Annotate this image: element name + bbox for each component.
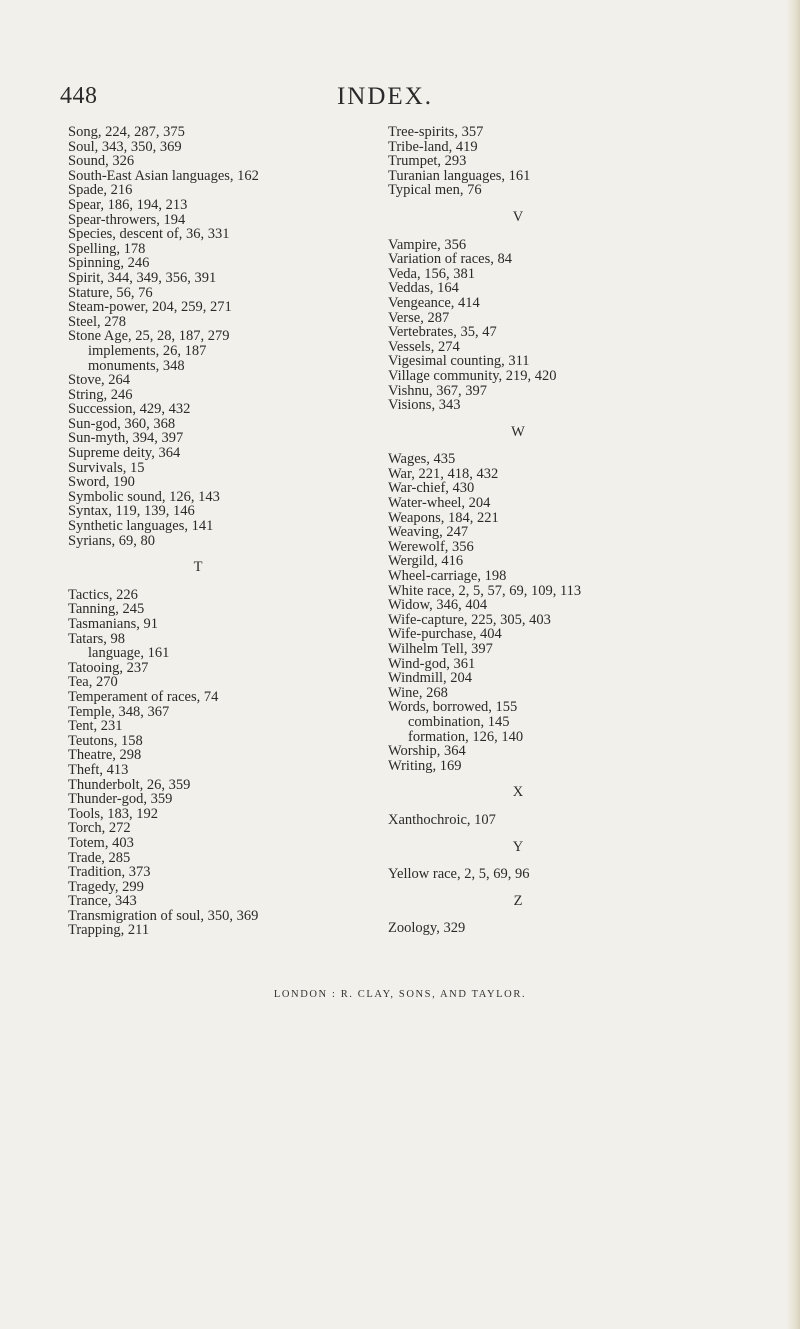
index-entry: Tasmanians, 91 bbox=[68, 616, 158, 632]
index-entry: String, 246 bbox=[68, 386, 133, 403]
index-entry: Symbolic sound, 126, 143 bbox=[68, 488, 220, 505]
section-letter: W bbox=[511, 423, 525, 440]
index-entry: Verse, 287 bbox=[388, 309, 450, 326]
index-entry: Spear, 186, 194, 213 bbox=[68, 196, 188, 213]
index-entry: Tragedy, 299 bbox=[68, 878, 144, 895]
index-entry: Totem, 403 bbox=[68, 834, 134, 851]
index-entry: Tanning, 245 bbox=[68, 601, 145, 618]
page-edge bbox=[786, 0, 800, 1329]
index-entry: Variation of races, 84 bbox=[388, 251, 513, 268]
printer-imprint: LONDON : R. CLAY, SONS, AND TAYLOR. bbox=[273, 989, 527, 1000]
index-column-left bbox=[68, 125, 398, 938]
index-entry: Thunder-god, 359 bbox=[68, 791, 173, 808]
index-entry: Wergild, 416 bbox=[388, 553, 464, 570]
section-letter: Y bbox=[512, 838, 524, 855]
index-entry: Transmigration of soul, 350, 369 bbox=[68, 907, 259, 924]
index-entry: Wilhelm Tell, 397 bbox=[388, 641, 493, 657]
index-entry: Zoology, 329 bbox=[388, 920, 466, 937]
index-entry: Tatars, 98 bbox=[68, 630, 125, 647]
index-entry: Werewolf, 356 bbox=[388, 538, 474, 555]
index-entry: Sun-myth, 394, 397 bbox=[68, 430, 184, 447]
index-entry: Tradition, 373 bbox=[68, 864, 151, 881]
index-entry: Vishnu, 367, 397 bbox=[388, 382, 488, 399]
index-entry: Steam-power, 204, 259, 271 bbox=[68, 299, 232, 316]
index-entry: Wheel-carriage, 198 bbox=[388, 568, 507, 585]
index-entry: Stove, 264 bbox=[68, 372, 131, 389]
index-entry: White race, 2, 5, 57, 69, 109, 113 bbox=[388, 582, 582, 599]
index-entry: Turanian languages, 161 bbox=[388, 167, 531, 184]
index-entry: Teutons, 158 bbox=[68, 732, 143, 749]
section-letter: T bbox=[193, 559, 203, 576]
index-entry: Stone Age, 25, 28, 187, 279 bbox=[68, 328, 230, 345]
section-letter: V bbox=[512, 208, 524, 225]
index-entry: Vengeance, 414 bbox=[388, 294, 480, 311]
index-entry: Temple, 348, 367 bbox=[68, 703, 170, 720]
index-entry: Spelling, 178 bbox=[68, 240, 146, 257]
index-entry: Trade, 285 bbox=[68, 849, 131, 866]
index-entry: Torch, 272 bbox=[68, 820, 131, 837]
index-entry: Wine, 268 bbox=[388, 684, 448, 701]
index-entry: Spinning, 246 bbox=[68, 255, 150, 272]
index-subentry: monuments, 348 bbox=[88, 357, 185, 374]
index-entry: Syntax, 119, 139, 146 bbox=[68, 503, 195, 520]
index-entry: Water-wheel, 204 bbox=[388, 495, 491, 512]
index-entry: Survivals, 15 bbox=[68, 459, 145, 476]
index-entry: Sun-god, 360, 368 bbox=[68, 415, 176, 432]
index-entry: Words, borrowed, 155 bbox=[388, 699, 518, 716]
index-entry: Veda, 156, 381 bbox=[388, 265, 475, 282]
index-entry: Worship, 364 bbox=[388, 743, 466, 760]
index-entry: Spear-throwers, 194 bbox=[68, 211, 186, 228]
index-entry: Tactics, 226 bbox=[68, 586, 138, 603]
index-entry: Village community, 219, 420 bbox=[388, 367, 557, 384]
index-entry: Typical men, 76 bbox=[388, 182, 482, 199]
index-entry: Veddas, 164 bbox=[388, 280, 459, 297]
index-entry: Windmill, 204 bbox=[388, 670, 472, 687]
index-entry: Vertebrates, 35, 47 bbox=[388, 324, 497, 341]
index-entry: Wife-capture, 225, 305, 403 bbox=[388, 611, 551, 628]
index-entry: Visions, 343 bbox=[388, 397, 461, 414]
running-head: INDEX. bbox=[336, 83, 433, 110]
index-subentry: language, 161 bbox=[88, 645, 170, 662]
index-entry: Synthetic languages, 141 bbox=[68, 518, 214, 535]
index-entry: Spirit, 344, 349, 356, 391 bbox=[68, 269, 217, 286]
index-subentry: implements, 26, 187 bbox=[88, 342, 207, 359]
index-entry: South-East Asian languages, 162 bbox=[68, 167, 259, 184]
index-entry: Sound, 326 bbox=[68, 153, 135, 170]
page-number: 448 bbox=[60, 83, 98, 109]
index-entry: War, 221, 418, 432 bbox=[388, 465, 499, 482]
index-entry: Wife-purchase, 404 bbox=[388, 626, 502, 643]
index-entry: Theatre, 298 bbox=[68, 747, 142, 764]
index-entry: Wages, 435 bbox=[388, 451, 456, 468]
index-entry: Wind-god, 361 bbox=[388, 655, 476, 672]
index-entry: Widow, 346, 404 bbox=[388, 597, 488, 614]
index-entry: Tree-spirits, 357 bbox=[388, 124, 484, 140]
index-entry: Trapping, 211 bbox=[68, 922, 150, 939]
index-entry: Temperament of races, 74 bbox=[68, 688, 219, 705]
index-subentry: combination, 145 bbox=[408, 713, 510, 730]
index-entry: Tea, 270 bbox=[68, 674, 118, 691]
index-entry: Tools, 183, 192 bbox=[68, 805, 159, 822]
index-entry: Vessels, 274 bbox=[388, 338, 460, 355]
index-entry: Weaving, 247 bbox=[388, 524, 469, 541]
section-letter: Z bbox=[513, 892, 523, 909]
index-entry: Syrians, 69, 80 bbox=[68, 532, 155, 549]
index-column-right bbox=[388, 125, 718, 936]
index-entry: Sword, 190 bbox=[68, 474, 135, 491]
index-entry: Song, 224, 287, 375 bbox=[68, 124, 185, 140]
index-entry: Spade, 216 bbox=[68, 182, 133, 199]
index-entry: Xanthochroic, 107 bbox=[388, 811, 496, 828]
index-entry: Tribe-land, 419 bbox=[388, 138, 478, 155]
index-entry: Supreme deity, 364 bbox=[68, 445, 181, 462]
index-entry: Tatooing, 237 bbox=[68, 659, 149, 676]
index-entry: Thunderbolt, 26, 359 bbox=[68, 776, 191, 793]
index-entry: War-chief, 430 bbox=[388, 480, 475, 497]
index-subentry: formation, 126, 140 bbox=[408, 728, 524, 745]
index-entry: Soul, 343, 350, 369 bbox=[68, 138, 182, 155]
index-entry: Trumpet, 293 bbox=[388, 153, 467, 170]
index-entry: Writing, 169 bbox=[388, 757, 462, 774]
page-header bbox=[60, 83, 710, 117]
index-entry: Species, descent of, 36, 331 bbox=[68, 226, 230, 243]
index-entry: Trance, 343 bbox=[68, 893, 137, 910]
section-letter: X bbox=[512, 784, 524, 801]
index-entry: Vigesimal counting, 311 bbox=[388, 353, 530, 370]
index-entry: Weapons, 184, 221 bbox=[388, 509, 499, 526]
index-entry: Succession, 429, 432 bbox=[68, 401, 191, 418]
index-entry: Steel, 278 bbox=[68, 313, 126, 330]
index-entry: Theft, 413 bbox=[68, 761, 129, 778]
index-entry: Yellow race, 2, 5, 69, 96 bbox=[388, 866, 530, 883]
index-entry: Tent, 231 bbox=[68, 718, 123, 735]
index-entry: Vampire, 356 bbox=[388, 236, 467, 253]
index-entry: Stature, 56, 76 bbox=[68, 284, 153, 301]
